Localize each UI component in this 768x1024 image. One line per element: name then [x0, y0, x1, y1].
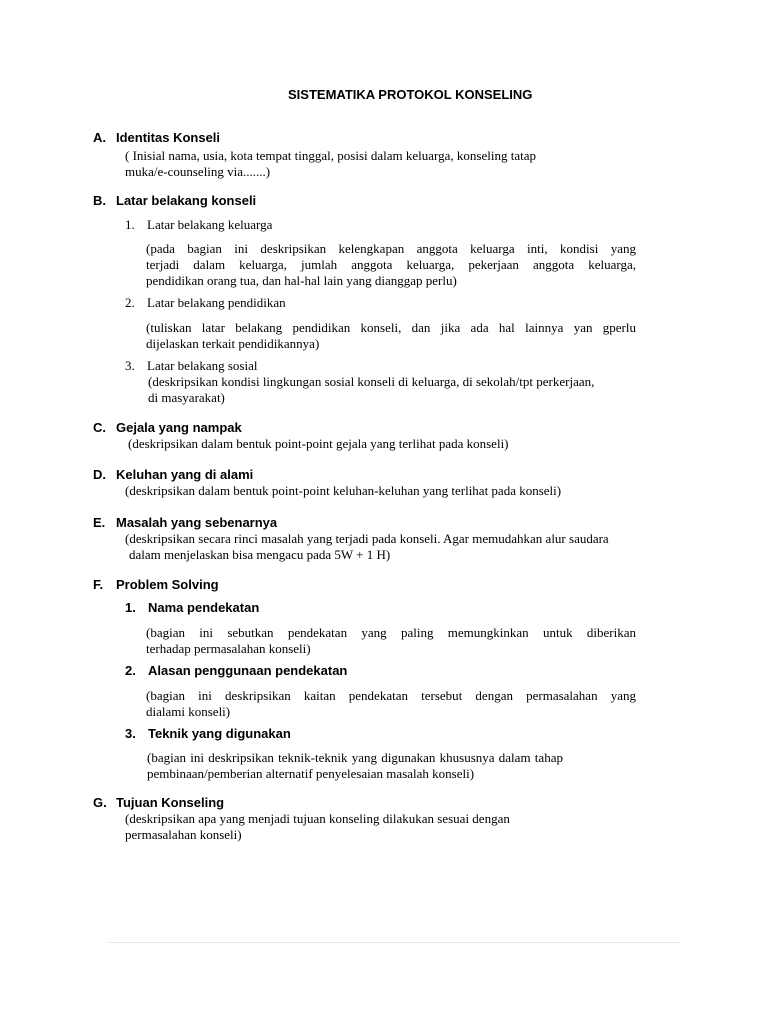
section-e-heading: Masalah yang sebenarnya: [116, 515, 278, 530]
section-b-item-2-label: Latar belakang pendidikan: [147, 295, 286, 310]
section-f-item-3-line-1: (bagian ini deskripsikan teknik-teknik yang digunakan khususnya dalam tahap: [147, 750, 563, 765]
section-f-item-1-label: Nama pendekatan: [148, 600, 260, 615]
section-a-heading: Identitas Konseli: [116, 130, 221, 145]
section-c-letter: C.: [93, 420, 106, 435]
section-a-line-1: ( Inisial nama, usia, kota tempat tinggal, posisi dalam keluarga, konseling tatap: [125, 148, 536, 163]
section-d-letter: D.: [93, 467, 106, 482]
footer-divider: [108, 942, 679, 943]
section-b-item-1-num: 1.: [125, 217, 135, 232]
section-e-line-1: (deskripsikan secara rinci masalah yang terjadi pada konseli. Agar memudahkan alur saudara: [125, 531, 609, 546]
section-f-item-1-line-2: terhadap permasalahan konseli): [146, 641, 311, 656]
section-f-item-2-num: 2.: [125, 663, 136, 678]
section-b-heading: Latar belakang konseli: [116, 193, 257, 208]
section-f-item-1-line-1: (bagian ini sebutkan pendekatan yang paling memungkinkan untuk diberikan: [146, 625, 636, 640]
section-b-item-3-line-1: (deskripsikan kondisi lingkungan sosial konseli di keluarga, di sekolah/tpt perkerjaan,: [148, 374, 595, 389]
section-d-line-1: (deskripsikan dalam bentuk point-point keluhan-keluhan yang terlihat pada konseli): [125, 483, 562, 498]
section-b-letter: B.: [93, 193, 106, 208]
section-g-heading: Tujuan Konseling: [116, 795, 225, 810]
section-b-item-2-line-1: (tuliskan latar belakang pendidikan konseli, dan jika ada hal lainnya yan gperlu: [146, 320, 636, 335]
section-g-letter: G.: [93, 795, 107, 810]
section-a-line-2: muka/e-counseling via.......): [125, 164, 271, 179]
section-b-item-2-num: 2.: [125, 295, 135, 310]
section-c-heading: Gejala yang nampak: [116, 420, 242, 435]
section-f-item-3-num: 3.: [125, 726, 136, 741]
section-g-line-1: (deskripsikan apa yang menjadi tujuan konseling dilakukan sesuai dengan: [125, 811, 510, 826]
section-f-item-2-line-1: (bagian ini deskripsikan kaitan pendekatan tersebut dengan permasalahan yang: [146, 688, 636, 703]
section-b-item-2-line-2: dijelaskan terkait pendidikannya): [146, 336, 320, 351]
section-a-letter: A.: [93, 130, 106, 145]
section-f-item-2-line-2: dialami konseli): [146, 704, 231, 719]
page-title: SISTEMATIKA PROTOKOL KONSELING: [288, 87, 533, 102]
section-f-item-1-num: 1.: [125, 600, 136, 615]
section-c-line-1: (deskripsikan dalam bentuk point-point gejala yang terlihat pada konseli): [128, 436, 509, 451]
section-b-item-3-num: 3.: [125, 358, 135, 373]
section-b-item-1-line-3: pendidikan orang tua, dan hal-hal lain yang dianggap perlu): [146, 273, 457, 288]
section-b-item-3-line-2: di masyarakat): [148, 390, 225, 405]
section-f-item-2-label: Alasan penggunaan pendekatan: [148, 663, 348, 678]
section-d-heading: Keluhan yang di alami: [116, 467, 254, 482]
section-f-heading: Problem Solving: [116, 577, 219, 592]
section-e-line-2: dalam menjelaskan bisa mengacu pada 5W + 1 H): [129, 547, 391, 562]
section-b-item-1-line-2: terjadi dalam keluarga, jumlah anggota keluarga, pekerjaan anggota keluarga,: [146, 257, 636, 272]
section-f-item-3-label: Teknik yang digunakan: [148, 726, 291, 741]
section-b-item-3-label: Latar belakang sosial: [147, 358, 258, 373]
section-b-item-1-label: Latar belakang keluarga: [147, 217, 273, 232]
section-b-item-1-line-1: (pada bagian ini deskripsikan kelengkapan anggota keluarga inti, kondisi yang: [146, 241, 636, 256]
section-f-item-3-line-2: pembinaan/pemberian alternatif penyelesaian masalah konseli): [147, 766, 475, 781]
section-e-letter: E.: [93, 515, 106, 530]
section-f-letter: F.: [93, 577, 104, 592]
section-g-line-2: permasalahan konseli): [125, 827, 242, 842]
